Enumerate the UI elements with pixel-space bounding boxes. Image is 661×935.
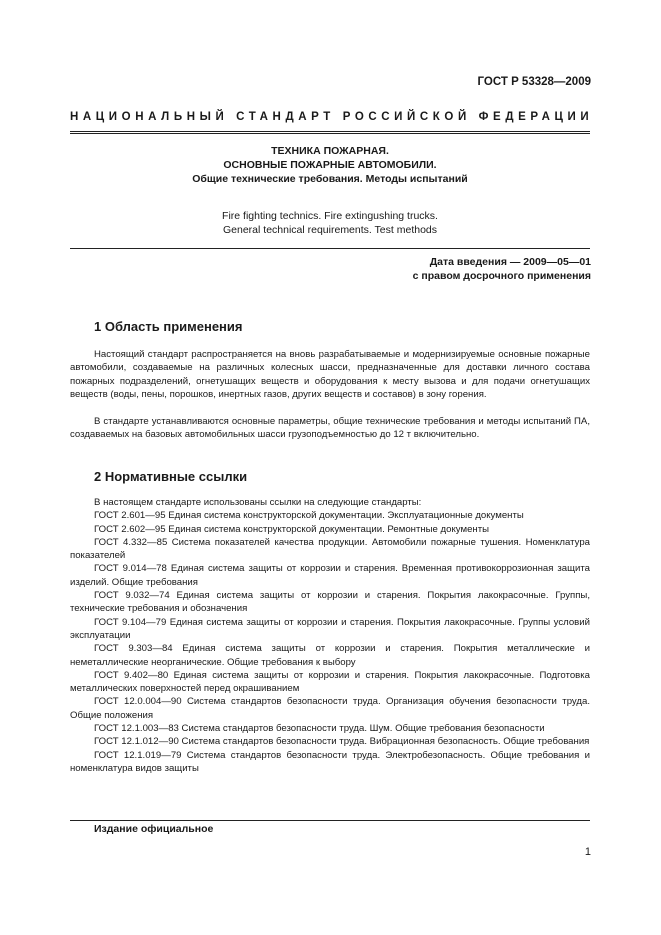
introduction-date-block — [413, 255, 591, 283]
section-1-paragraph-1: Настоящий стандарт распространяется на вновь разрабатываемые и модернизируемые основные пожарные автомобили, создаваемые на различных колесных шасси, предназначенные для доставки личного состава пожарных подразделений, огнетушащих веществ и оборудования к месту вызова и для подачи огнетушащих веществ (воды, пены, порошков, инертных газов, других веществ и составов) в зону горения. — [70, 349, 590, 401]
standard-id: ГОСТ Р 53328—2009 — [477, 76, 591, 88]
title-ru-line3: Общие технические требования. Методы испытаний — [192, 173, 468, 185]
header-rule-thick — [70, 133, 590, 134]
section-2-heading: 2 Нормативные ссылки — [94, 469, 248, 484]
reference-item: ГОСТ 9.032—74 Единая система защиты от коррозии и старения. Покрытия лакокрасочные. Группы, технические требования и обозначения — [70, 590, 590, 615]
reference-item: ГОСТ 9.104—79 Единая система защиты от коррозии и старения. Покрытия лакокрасочные. Группы условий эксплуатации — [70, 616, 590, 641]
reference-item: ГОСТ 9.303—84 Единая система защиты от коррозии и старения. Покрытия металлические и неметаллические неорганические. Общие требования к выбору — [70, 643, 590, 668]
early-application-note: с правом досрочного применения — [412, 270, 591, 282]
references-intro: В настоящем стандарте использованы ссылки на следующие стандарты: — [94, 497, 422, 508]
reference-item: ГОСТ 2.602—95 Единая система конструкторской документации. Ремонтные документы — [94, 523, 489, 535]
introduction-date: Дата введения — 2009—05—01 — [429, 256, 591, 268]
national-standard-heading: НАЦИОНАЛЬНЫЙ СТАНДАРТ РОССИЙСКОЙ ФЕДЕРАЦИИ — [70, 111, 594, 123]
page-number: 1 — [584, 846, 591, 858]
title-en-line2: General technical requirements. Test methods — [223, 223, 437, 236]
reference-item: ГОСТ 9.402—80 Единая система защиты от коррозии и старения. Покрытия лакокрасочные. Подготовка металлических поверхностей перед окрашиванием — [70, 669, 590, 695]
title-ru-line2: ОСНОВНЫЕ ПОЖАРНЫЕ АВТОМОБИЛИ. — [223, 159, 437, 171]
title-ru-line1: ТЕХНИКА ПОЖАРНАЯ. — [271, 145, 389, 157]
normative-references-list — [70, 496, 590, 775]
header-rule-thin — [70, 131, 590, 132]
section-1-paragraph-2: В стандарте устанавливаются основные параметры, общие технические требования и методы испытаний ПА, создаваемых на базовых автомобильных шасси грузоподъемностью до 12 т включительно. — [70, 416, 590, 441]
reference-item: ГОСТ 12.0.004—90 Система стандартов безопасности труда. Организация обучения безопасности труда. Общие положения — [70, 696, 590, 721]
reference-item: ГОСТ 2.601—95 Единая система конструкторской документации. Эксплуатационные документы — [94, 510, 524, 522]
title-en-line1: Fire fighting technics. Fire extingushing trucks. — [222, 210, 438, 222]
reference-item: ГОСТ 4.332—85 Система показателей качества продукции. Автомобили пожарные тушения. Номенклатура показателей — [70, 536, 590, 562]
reference-item: ГОСТ 9.014—78 Единая система защиты от коррозии и старения. Временная противокоррозионная защита изделий. Общие требования — [70, 563, 590, 588]
title-rule — [70, 248, 590, 249]
title-english — [70, 210, 590, 237]
official-edition-label: Издание официальное — [94, 823, 214, 835]
reference-item: ГОСТ 12.1.003—83 Система стандартов безопасности труда. Шум. Общие требования безопасности — [94, 723, 545, 735]
reference-item: ГОСТ 12.1.012—90 Система стандартов безопасности труда. Вибрационная безопасность. Общие требования — [94, 736, 590, 748]
section-1-heading: 1 Область применения — [94, 319, 243, 334]
reference-item: ГОСТ 12.1.019—79 Система стандартов безопасности труда. Электробезопасность. Общие требования и номенклатура видов защиты — [70, 749, 590, 774]
title-russian — [70, 144, 590, 186]
footer-rule — [70, 820, 590, 821]
